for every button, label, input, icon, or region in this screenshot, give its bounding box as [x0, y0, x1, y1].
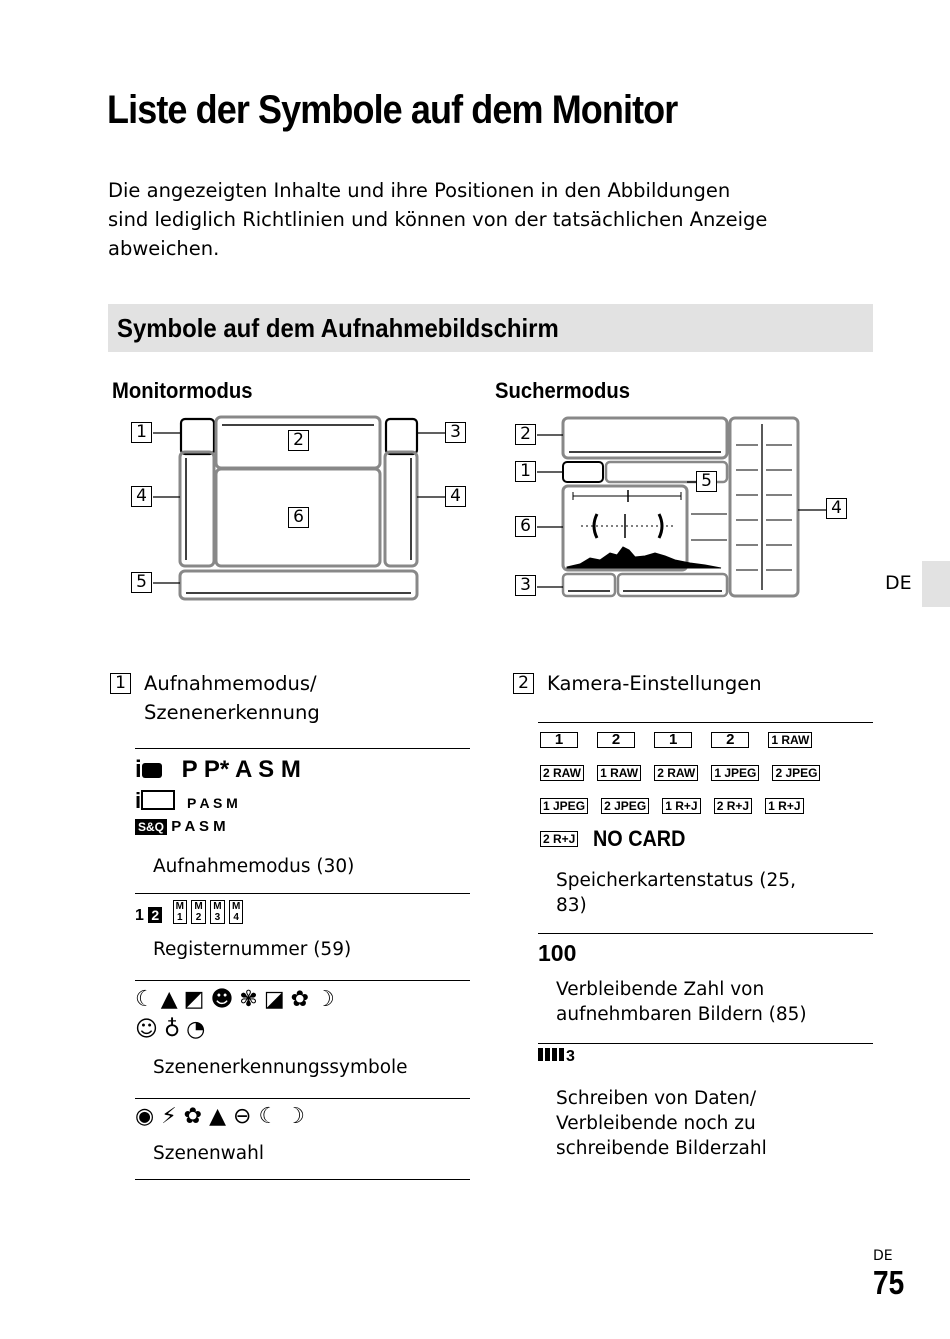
portrait-icon: ☻ — [210, 987, 240, 1012]
sq-mode-symbols — [135, 818, 226, 835]
divider — [135, 1179, 470, 1180]
item2-row2-desc — [556, 977, 807, 1027]
movie-icon — [141, 790, 175, 810]
night-portrait-icon: ✾ — [239, 987, 264, 1012]
rj-mark-icon: 2 R+J — [540, 831, 578, 847]
scene-recognition-icons — [135, 985, 341, 1045]
item2-row3-desc — [556, 1086, 767, 1161]
rj-mark-icon: 1 R+J — [662, 798, 700, 814]
sunset-icon: ⊖ — [233, 1104, 259, 1129]
area-1 — [181, 419, 214, 454]
macro-icon: ✿ — [290, 987, 316, 1012]
macro-scene-icon: ✿ — [183, 1104, 210, 1129]
sq-mode-letters: P A S M — [171, 818, 226, 835]
item1-heading-line: Aufnahmemodus/ — [144, 672, 317, 695]
card-slot-arrow-icon: 2 — [711, 732, 749, 748]
face-icon: ☺ — [135, 1017, 164, 1042]
rj-mark-icon: 2 R+J — [714, 798, 752, 814]
callout-4-right: 4 — [445, 486, 466, 507]
divider — [135, 980, 470, 981]
card-slot-icon: 1 — [540, 732, 578, 748]
divider — [135, 893, 470, 894]
sq-icon: S&Q — [135, 819, 167, 835]
vf-callout-3: 3 — [515, 575, 536, 596]
item1-heading — [144, 669, 320, 727]
divider — [538, 1043, 873, 1044]
vf-callout-1: 1 — [515, 461, 536, 482]
raw-mark-icon: 1 RAW — [768, 732, 812, 748]
viewfinder-mode-diagram — [505, 410, 865, 605]
section-header — [108, 304, 873, 352]
footer-lang: DE — [873, 1248, 893, 1264]
item1-number: 1 — [110, 673, 131, 694]
language-tab — [922, 561, 950, 607]
shooting-mode-symbols — [135, 756, 301, 784]
register-prefix: 1 — [135, 907, 144, 924]
intro-line: Die angezeigten Inhalte und ihre Positionen in den Abbildungen — [108, 179, 731, 202]
item2-heading: Kamera-Einstellungen — [547, 672, 762, 695]
divider — [538, 933, 873, 934]
landscape-icon: ▲ — [160, 987, 184, 1012]
no-card-label: NO CARD — [593, 826, 686, 851]
low-light-icon: ◔ — [186, 1017, 212, 1042]
callout-3: 3 — [445, 422, 466, 443]
remaining-shots-value: 100 — [538, 940, 577, 966]
divider — [538, 722, 873, 723]
item2-row1-desc — [556, 868, 796, 918]
desc-line: aufnehmbaren Bildern (85) — [556, 1004, 807, 1025]
jpeg-mark-icon: 2 JPEG — [772, 765, 820, 781]
write-count: 3 — [566, 1048, 575, 1065]
raw-mark-icon: 2 RAW — [654, 765, 698, 781]
jpeg-mark-icon: 1 JPEG — [711, 765, 759, 781]
desc-line: Verbleibende Zahl von — [556, 979, 765, 1000]
movie-mode-letters: P A S M — [187, 795, 238, 811]
sports-icon: ⚡ — [161, 1104, 184, 1129]
language-tab-label: DE — [885, 572, 912, 594]
mode-letters: P P* A S M — [181, 756, 301, 783]
night-icon: ☾ — [135, 987, 161, 1012]
desc-line: Schreiben von Daten/ — [556, 1088, 757, 1109]
writing-data-icon — [538, 1048, 575, 1066]
page-number: 75 — [873, 1264, 905, 1301]
area-4-right — [385, 452, 417, 566]
backlight-icon: ◩ — [183, 987, 211, 1012]
area-5 — [180, 571, 417, 599]
vf-callout-2: 2 — [515, 424, 536, 445]
divider — [135, 748, 470, 749]
portrait-scene-icon: ◉ — [135, 1104, 162, 1129]
item1-row4-desc: Szenenwahl — [153, 1143, 264, 1164]
rj-mark-icon: 1 R+J — [765, 798, 803, 814]
card-slot-icon: 2 — [597, 732, 635, 748]
area-4-left — [180, 452, 214, 566]
vf-callout-4: 4 — [826, 498, 847, 519]
movie-mode-symbols: i P A S M — [135, 788, 238, 813]
scene-selection-icons — [135, 1102, 312, 1132]
callout-2: 2 — [288, 430, 309, 451]
register-symbols — [135, 900, 243, 925]
callout-4-left: 4 — [131, 486, 152, 507]
intro-text — [108, 176, 838, 263]
card-status-icons — [540, 729, 870, 854]
jpeg-mark-icon: 2 JPEG — [601, 798, 649, 814]
viewfinder-mode-heading: Suchermodus — [495, 378, 630, 403]
desc-line: 83) — [556, 895, 587, 916]
item1-row3-desc: Szenenerkennungssymbole — [153, 1057, 408, 1078]
desc-line: Verbleibende noch zu — [556, 1113, 756, 1134]
vf-area-1 — [563, 462, 603, 482]
monitor-mode-heading: Monitormodus — [112, 378, 253, 403]
jpeg-mark-icon: 1 JPEG — [540, 798, 588, 814]
page-title: Liste der Symbole auf dem Monitor — [107, 88, 678, 132]
card-slot-arrow-icon: 1 — [654, 732, 692, 748]
night-portrait-scene-icon: ☽ — [285, 1104, 312, 1129]
section-title: Symbole auf dem Aufnahmebildschirm — [117, 313, 559, 343]
vf-area-3 — [563, 574, 615, 596]
item2-number: 2 — [513, 673, 534, 694]
desc-line: schreibende Bilderzahl — [556, 1138, 767, 1159]
intelligent-auto-icon: i — [135, 756, 175, 784]
raw-mark-icon: 2 RAW — [540, 765, 584, 781]
backlight-portrait-icon: ◪ — [263, 987, 291, 1012]
item1-row2-desc: Registernummer (59) — [153, 939, 352, 960]
spotlight-icon: ♁ — [163, 1017, 187, 1042]
intro-line: sind lediglich Richtlinien und können von der tatsächlichen Anzeige — [108, 208, 768, 231]
divider — [135, 1098, 470, 1099]
register-2-icon: 2 — [148, 907, 162, 923]
vf-callout-6: 6 — [515, 516, 536, 537]
intro-line: abweichen. — [108, 237, 220, 260]
landscape-scene-icon: ▲ — [209, 1104, 234, 1129]
desc-line: Speicherkartenstatus (25, — [556, 870, 796, 891]
item1-row1-desc: Aufnahmemodus (30) — [153, 856, 355, 877]
callout-6: 6 — [288, 507, 309, 528]
baby-icon: ☽ — [315, 987, 341, 1012]
area-3 — [386, 419, 417, 454]
callout-5: 5 — [131, 572, 152, 593]
night-scene-icon: ☾ — [258, 1104, 286, 1129]
memory-registers: M 1 M 2 M 3 M 4 — [173, 907, 244, 924]
callout-1: 1 — [131, 422, 152, 443]
raw-mark-icon: 1 RAW — [597, 765, 641, 781]
item1-heading-line: Szenenerkennung — [144, 701, 320, 724]
vf-callout-5: 5 — [696, 471, 717, 492]
